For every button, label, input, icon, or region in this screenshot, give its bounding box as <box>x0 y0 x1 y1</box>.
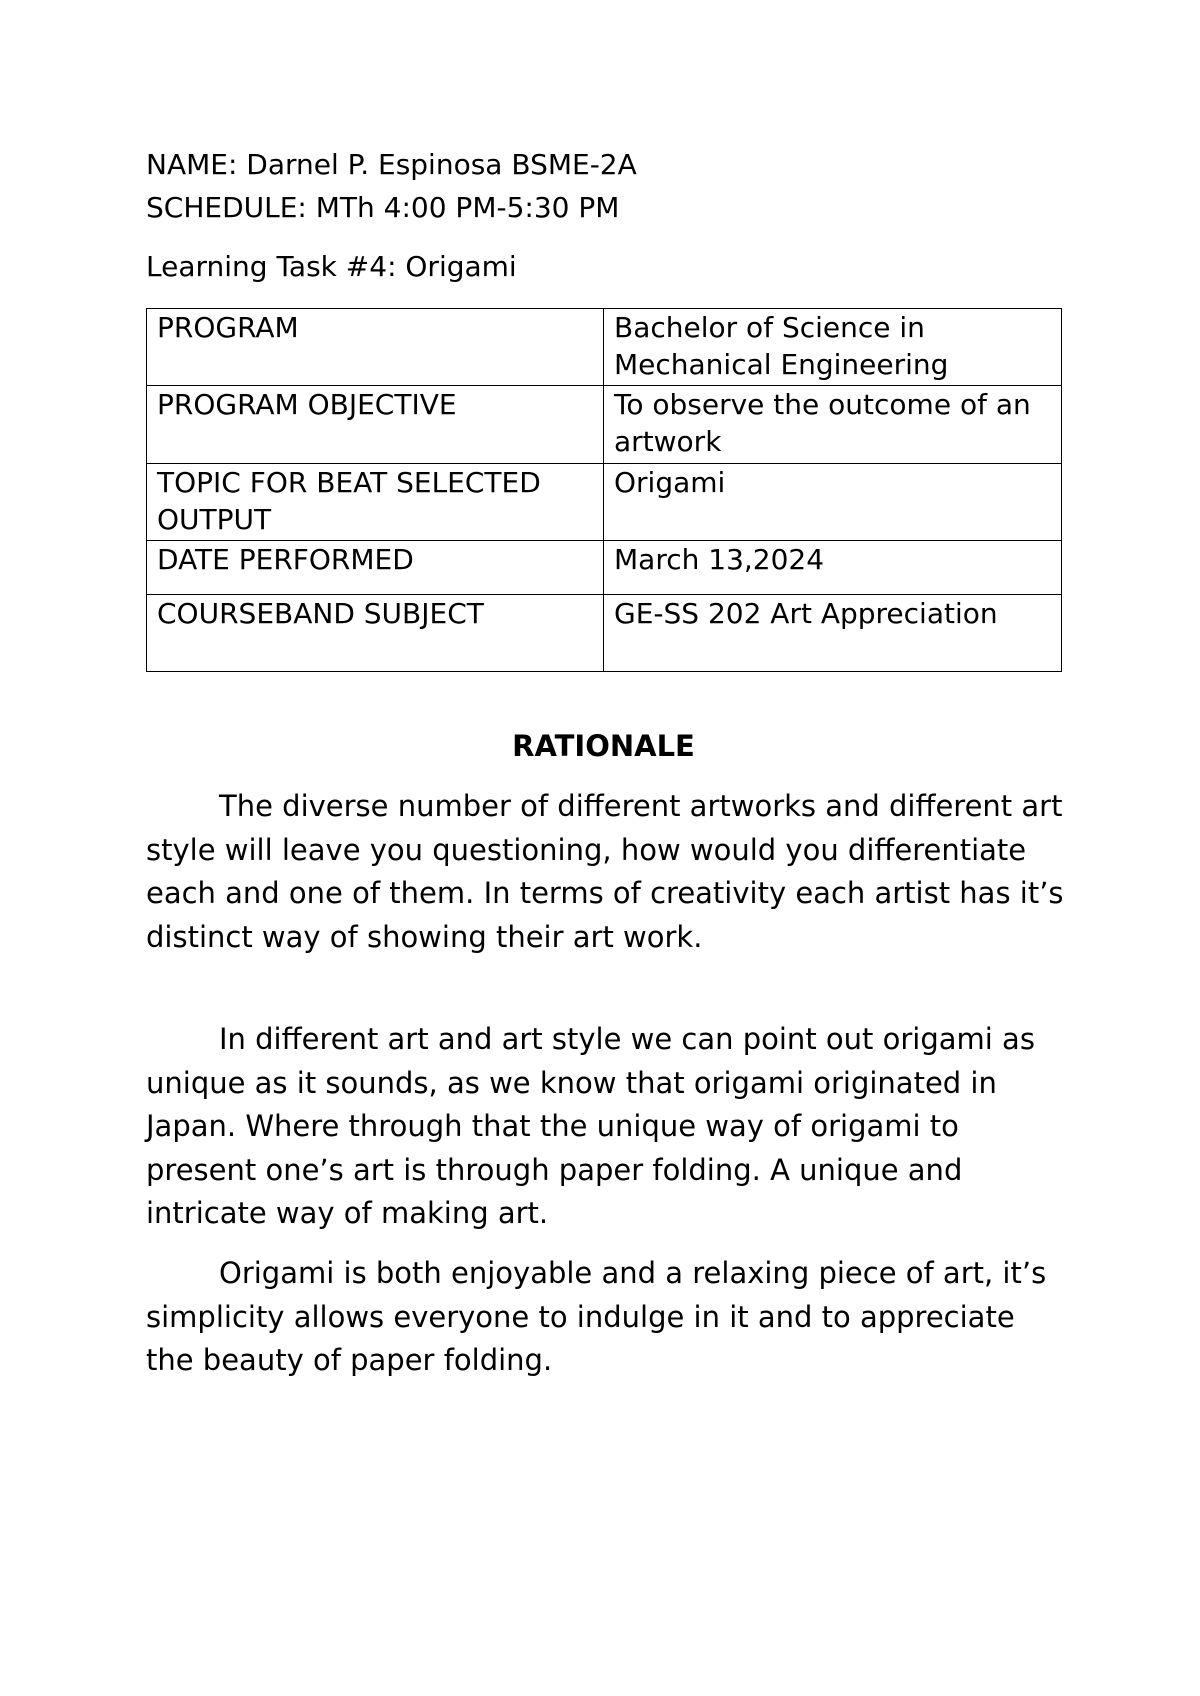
table-cell-label: DATE PERFORMED <box>147 541 604 595</box>
table-cell-value: March 13,2024 <box>604 541 1062 595</box>
schedule-line: SCHEDULE: MTh 4:00 PM-5:30 PM <box>146 191 620 224</box>
rationale-paragraph: The diverse number of different artworks and different art style will leave you questioning, how would you differentiate each and one of them. In terms of creativity each artist has it’s distinct way of showing their art work. <box>146 789 1064 954</box>
rationale-paragraph: Origami is both enjoyable and a relaxing piece of art, it’s simplicity allows everyone to indulge in it and to appreciate the beauty of paper folding. <box>146 1256 1047 1377</box>
table-row-topic <box>147 464 1062 541</box>
learning-task-title: Learning Task #4: Origami <box>146 250 517 283</box>
table-cell-value: To observe the outcome of an artwork <box>604 386 1062 464</box>
table-row-program <box>147 309 1062 386</box>
table-cell-value: Origami <box>604 464 1062 541</box>
rationale-paragraph: In different art and art style we can point out origami as unique as it sounds, as we know that origami originated in Japan. Where through that the unique way of origami to present one’s art is through paper folding. A unique and intricate way of making art. <box>146 1022 1035 1230</box>
table-cell-value: Bachelor of Science in Mechanical Engineering <box>604 309 1062 386</box>
table-cell-label: PROGRAM <box>147 309 604 386</box>
table-cell-value: GE-SS 202 Art Appreciation <box>604 595 1062 672</box>
table-cell-label: PROGRAM OBJECTIVE <box>147 386 604 464</box>
table-row-date-performed <box>147 541 1062 595</box>
table-cell-label: TOPIC FOR BEAT SELECTED OUTPUT <box>147 464 604 541</box>
table-row-program-objective <box>147 386 1062 464</box>
task-info-table <box>146 308 1062 672</box>
student-name-line: NAME: Darnel P. Espinosa BSME-2A <box>146 148 637 181</box>
rationale-heading: RATIONALE <box>512 729 695 763</box>
table-cell-label: COURSEBAND SUBJECT <box>147 595 604 672</box>
table-row-courseband-subject <box>147 595 1062 672</box>
